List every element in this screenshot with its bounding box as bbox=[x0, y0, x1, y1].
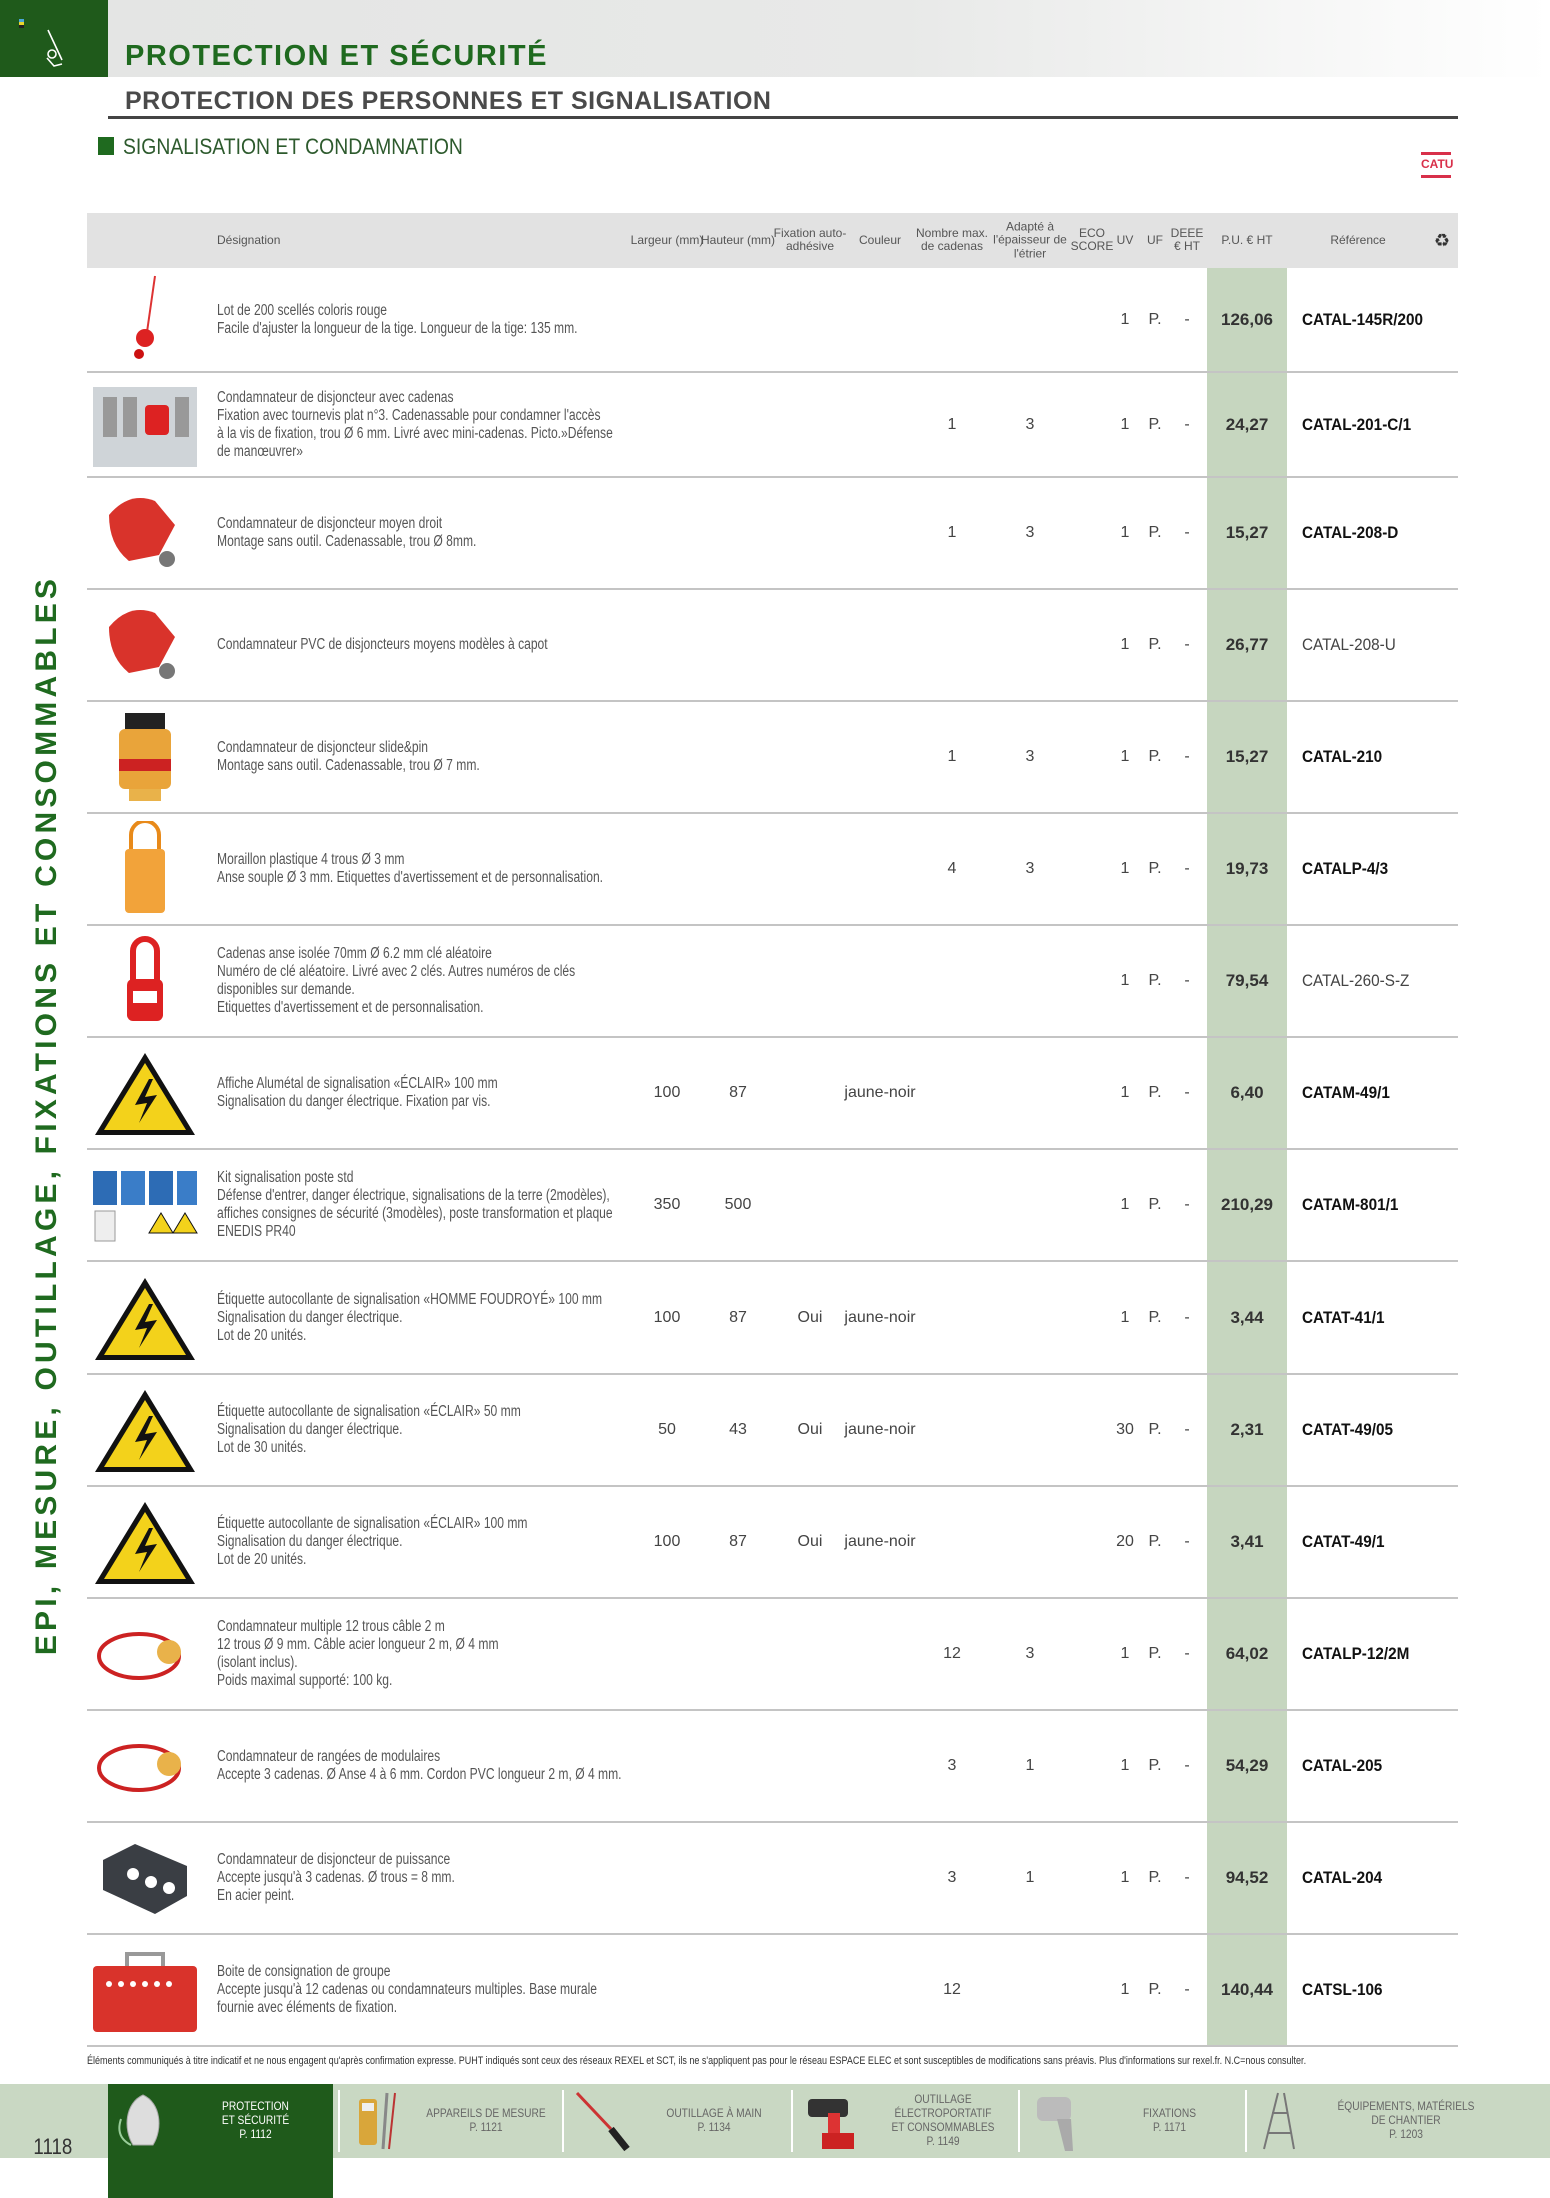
col-uf: UF bbox=[1147, 232, 1163, 247]
cell-uf: P. bbox=[1148, 972, 1162, 989]
col-largeur: Largeur (mm) bbox=[630, 232, 704, 247]
cell-pu: 126,06 bbox=[1221, 309, 1273, 329]
cable-lockout-product-image bbox=[89, 1606, 201, 1702]
cell-uv: 1 bbox=[1120, 524, 1130, 541]
cell-uv: 1 bbox=[1120, 860, 1130, 877]
cell-reference[interactable]: CATAM-801/1 bbox=[1302, 1195, 1399, 1214]
steel-lockout-product-image bbox=[89, 1830, 201, 1926]
cell-deee: - bbox=[1184, 1196, 1190, 1213]
cell-pu: 15,27 bbox=[1225, 523, 1269, 542]
cell-uv: 1 bbox=[1120, 310, 1130, 328]
product-description bbox=[217, 302, 578, 338]
cell-deee: - bbox=[1184, 972, 1190, 989]
catu-logo: CATU bbox=[1421, 152, 1451, 178]
product-description bbox=[217, 389, 613, 461]
warning-sign-product-image bbox=[89, 1045, 201, 1141]
product-detail-line: Montage sans outil. Cadenassable, trou Ø 7 mm. bbox=[217, 757, 480, 774]
cell-largeur: 100 bbox=[653, 1084, 681, 1101]
product-name: Condamnateur de disjoncteur moyen droit bbox=[217, 515, 443, 532]
red-lockout-product-image bbox=[89, 597, 201, 693]
product-name: Étiquette autocollante de signalisation «ÉCLAIR» 100 mm bbox=[217, 1515, 528, 1532]
cell-uf: P. bbox=[1148, 636, 1162, 653]
table-row bbox=[87, 268, 1458, 373]
product-description bbox=[217, 515, 476, 551]
cell-nb-cadenas: 1 bbox=[947, 524, 957, 541]
section-marker bbox=[98, 137, 114, 155]
cell-uv: 1 bbox=[1120, 1084, 1130, 1101]
chapter-nav-item[interactable] bbox=[108, 2084, 333, 2158]
cell-deee: - bbox=[1184, 1757, 1190, 1774]
product-name: Condamnateur multiple 12 trous câble 2 m bbox=[217, 1618, 445, 1635]
nav-separator bbox=[791, 2090, 793, 2152]
product-detail-line: disponibles sur demande. bbox=[217, 981, 355, 998]
cell-reference[interactable]: CATALP-12/2M bbox=[1302, 1644, 1410, 1663]
product-detail-line: Fixation avec tournevis plat n°3. Cadenassable pour condamner l'accès bbox=[217, 406, 601, 424]
cell-uf: P. bbox=[1148, 1533, 1162, 1550]
mask-icon bbox=[108, 2086, 178, 2156]
cell-nb-cadenas: 1 bbox=[947, 748, 957, 765]
cell-deee: - bbox=[1184, 860, 1190, 877]
product-description bbox=[217, 1075, 498, 1111]
product-detail-line: Accepte 3 cadenas. Ø Anse 4 à 6 mm. Cordon PVC longueur 2 m, Ø 4 mm. bbox=[217, 1766, 622, 1783]
col-eco-score: ECO SCORE bbox=[1070, 225, 1114, 254]
cell-couleur: jaune-noir bbox=[844, 1084, 916, 1101]
cell-reference[interactable]: CATAL-260-S-Z bbox=[1302, 971, 1410, 990]
category-badge bbox=[0, 0, 108, 77]
table-row bbox=[87, 1262, 1458, 1375]
cell-hauteur: 43 bbox=[729, 1421, 747, 1438]
cell-uv: 1 bbox=[1120, 636, 1130, 653]
nav-separator bbox=[562, 2090, 564, 2152]
product-description bbox=[217, 1748, 622, 1784]
cell-pu: 19,73 bbox=[1225, 859, 1269, 878]
col-deee: DEEE € HT bbox=[1170, 225, 1204, 254]
cell-largeur: 50 bbox=[658, 1421, 676, 1438]
col-adapte: Adapté à l'épaisseur de l'étrier bbox=[993, 218, 1067, 261]
product-description bbox=[217, 1291, 602, 1345]
cell-deee: - bbox=[1184, 310, 1190, 328]
cell-pu: 24,27 bbox=[1225, 414, 1269, 434]
product-detail-line: Accepte jusqu'à 3 cadenas. Ø trous = 8 mm. bbox=[217, 1869, 455, 1886]
product-name: Moraillon plastique 4 trous Ø 3 mm bbox=[217, 851, 405, 868]
cell-reference[interactable]: CATAL-208-D bbox=[1302, 523, 1399, 542]
table-row bbox=[87, 702, 1458, 814]
cell-uf: P. bbox=[1148, 310, 1162, 328]
cell-pu: 6,40 bbox=[1230, 1083, 1264, 1102]
cell-deee: - bbox=[1184, 415, 1190, 433]
cell-pu: 210,29 bbox=[1221, 1195, 1273, 1214]
product-detail-line: Etiquettes d'avertissement et de personnalisation. bbox=[217, 999, 484, 1016]
tools-icon bbox=[44, 28, 66, 68]
table-row bbox=[87, 590, 1458, 702]
product-name: Cadenas anse isolée 70mm Ø 6.2 mm clé aléatoire bbox=[217, 945, 492, 962]
col-fixation: Fixation auto- adhésive bbox=[773, 225, 847, 254]
cell-uv: 1 bbox=[1120, 1981, 1130, 1998]
sign-kit-product-image bbox=[89, 1157, 201, 1253]
cell-adapte: 3 bbox=[1025, 415, 1035, 433]
cell-uf: P. bbox=[1148, 1869, 1162, 1886]
product-description bbox=[217, 851, 603, 887]
cell-reference[interactable]: CATSL-106 bbox=[1302, 1980, 1383, 1999]
product-detail-line: Lot de 20 unités. bbox=[217, 1326, 307, 1344]
padlock-product-image bbox=[89, 933, 201, 1029]
product-detail-line: (isolant inclus). bbox=[217, 1654, 298, 1671]
warning-sign-product-image bbox=[89, 1270, 201, 1366]
cell-nb-cadenas: 1 bbox=[947, 415, 957, 433]
nav-separator bbox=[338, 2090, 340, 2152]
cell-uf: P. bbox=[1148, 1308, 1162, 1326]
cell-deee: - bbox=[1184, 1533, 1190, 1550]
chapter-nav-item[interactable] bbox=[1251, 2084, 1491, 2158]
product-detail-line: Signalisation du danger électrique. Fixation par vis. bbox=[217, 1093, 491, 1110]
cell-deee: - bbox=[1184, 1869, 1190, 1886]
product-detail-line: ENEDIS PR40 bbox=[217, 1223, 296, 1240]
cell-fixation: Oui bbox=[797, 1421, 823, 1438]
ladder-icon bbox=[1251, 2086, 1321, 2156]
cell-pu: 54,29 bbox=[1225, 1756, 1269, 1775]
cell-deee: - bbox=[1184, 1981, 1190, 1998]
cell-uv: 1 bbox=[1120, 1757, 1130, 1774]
product-name: Condamnateur de rangées de modulaires bbox=[217, 1748, 441, 1765]
col-designation: Désignation bbox=[217, 232, 281, 247]
cell-deee: - bbox=[1184, 636, 1190, 653]
cell-couleur: jaune-noir bbox=[844, 1308, 916, 1326]
cell-uf: P. bbox=[1148, 524, 1162, 541]
cell-largeur: 100 bbox=[653, 1308, 681, 1326]
cell-nb-cadenas: 12 bbox=[943, 1981, 961, 1998]
cell-reference[interactable]: CATAM-49/1 bbox=[1302, 1083, 1390, 1102]
cell-pu: 64,02 bbox=[1225, 1644, 1269, 1663]
cell-reference[interactable]: CATAL-201-C/1 bbox=[1302, 414, 1412, 434]
cell-uf: P. bbox=[1148, 1421, 1162, 1438]
product-detail-line: Facile d'ajuster la longueur de la tige. Longueur de la tige: 135 mm. bbox=[217, 319, 578, 337]
cell-reference[interactable]: CATAL-204 bbox=[1302, 1868, 1383, 1887]
table-row bbox=[87, 1599, 1458, 1711]
cell-deee: - bbox=[1184, 1084, 1190, 1101]
product-detail-line: En acier peint. bbox=[217, 1887, 295, 1904]
col-reference: Référence bbox=[1330, 232, 1386, 247]
cell-reference[interactable]: CATAL-205 bbox=[1302, 1756, 1383, 1775]
product-name: Condamnateur PVC de disjoncteurs moyens modèles à capot bbox=[217, 636, 548, 653]
page-title: PROTECTION ET SÉCURITÉ bbox=[125, 40, 548, 72]
table-row bbox=[87, 1150, 1458, 1262]
red-lockout-product-image bbox=[89, 485, 201, 581]
product-detail-line: à la vis de fixation, trou Ø 6 mm. Livré avec mini-cadenas. Picto.»Défense bbox=[217, 424, 613, 442]
recycle-icon: ♻ bbox=[1433, 230, 1451, 251]
cell-uv: 1 bbox=[1120, 1645, 1130, 1662]
chapter-nav-label: APPAREILS DE MESURE P. 1121 bbox=[426, 2106, 546, 2134]
product-name: Lot de 200 scellés coloris rouge bbox=[217, 301, 388, 319]
breaker-lock-photo-product-image bbox=[89, 377, 201, 473]
chapter-nav-item[interactable] bbox=[1024, 2084, 1245, 2158]
product-description bbox=[217, 636, 548, 654]
table-row bbox=[87, 1823, 1458, 1935]
cell-uf: P. bbox=[1148, 1196, 1162, 1213]
nav-separator bbox=[1018, 2090, 1020, 2152]
cell-adapte: 3 bbox=[1025, 860, 1035, 877]
cell-uv: 1 bbox=[1120, 1308, 1130, 1326]
cell-uv: 1 bbox=[1120, 415, 1130, 433]
cable-lockout-product-image bbox=[89, 1718, 201, 1814]
nav-separator bbox=[1245, 2090, 1247, 2152]
chapter-nav-label: PROTECTION ET SÉCURITÉ P. 1112 bbox=[221, 2099, 290, 2141]
product-description bbox=[217, 1851, 455, 1905]
table-row bbox=[87, 1935, 1458, 2047]
print-marks bbox=[19, 19, 24, 28]
cell-pu: 15,27 bbox=[1225, 747, 1269, 766]
cell-uf: P. bbox=[1148, 1981, 1162, 1998]
cell-pu: 3,41 bbox=[1230, 1532, 1264, 1551]
cell-nb-cadenas: 12 bbox=[943, 1645, 961, 1662]
product-detail-line: fournie avec éléments de fixation. bbox=[217, 1999, 398, 2016]
cell-fixation: Oui bbox=[797, 1308, 823, 1326]
vertical-chapter-title: EPI, MESURE, OUTILLAGE, FIXATIONS ET CONSOMMABLES bbox=[30, 574, 63, 1656]
table-row bbox=[87, 926, 1458, 1038]
cell-uv: 1 bbox=[1120, 1869, 1130, 1886]
cell-adapte: 1 bbox=[1025, 1869, 1035, 1886]
product-detail-line: Signalisation du danger électrique. bbox=[217, 1308, 403, 1326]
fixing-icon bbox=[1024, 2086, 1094, 2156]
cell-pu: 26,77 bbox=[1225, 635, 1269, 654]
table-header bbox=[87, 213, 1458, 268]
cell-pu: 140,44 bbox=[1221, 1980, 1273, 1999]
cell-uv: 1 bbox=[1120, 972, 1130, 989]
cell-deee: - bbox=[1184, 1421, 1190, 1438]
cell-pu: 94,52 bbox=[1225, 1868, 1269, 1887]
product-name: Condamnateur de disjoncteur slide&pin bbox=[217, 739, 429, 756]
divider bbox=[108, 116, 1458, 119]
product-description bbox=[217, 1403, 521, 1457]
cell-pu: 79,54 bbox=[1225, 971, 1269, 990]
product-detail-line: Signalisation du danger électrique. bbox=[217, 1533, 403, 1550]
cell-adapte: 1 bbox=[1025, 1757, 1035, 1774]
cell-deee: - bbox=[1184, 748, 1190, 765]
cell-nb-cadenas: 3 bbox=[947, 1869, 957, 1886]
page-number: 1118 bbox=[33, 2134, 73, 2159]
cell-pu: 2,31 bbox=[1230, 1420, 1264, 1439]
product-description bbox=[217, 739, 480, 775]
cell-uf: P. bbox=[1148, 748, 1162, 765]
cell-pu: 3,44 bbox=[1230, 1307, 1264, 1327]
product-detail-line: Poids maximal supporté: 100 kg. bbox=[217, 1672, 393, 1689]
table-row bbox=[87, 814, 1458, 926]
product-detail-line: de manœuvrer» bbox=[217, 442, 304, 460]
cell-reference[interactable]: CATAT-41/1 bbox=[1302, 1307, 1385, 1327]
warning-sign-product-image bbox=[89, 1382, 201, 1478]
cell-deee: - bbox=[1184, 524, 1190, 541]
cell-uf: P. bbox=[1148, 1084, 1162, 1101]
cell-reference[interactable]: CATALP-4/3 bbox=[1302, 859, 1389, 878]
cell-uv: 1 bbox=[1120, 1196, 1130, 1213]
cell-reference[interactable]: CATAT-49/1 bbox=[1302, 1532, 1385, 1551]
lock-box-product-image bbox=[89, 1942, 201, 2038]
product-detail-line: Lot de 20 unités. bbox=[217, 1551, 307, 1568]
cell-reference[interactable]: CATAT-49/05 bbox=[1302, 1420, 1393, 1439]
hasp-product-image bbox=[89, 821, 201, 917]
col-hauteur: Hauteur (mm) bbox=[700, 232, 776, 247]
table-row bbox=[87, 478, 1458, 590]
multimeter-icon bbox=[344, 2086, 414, 2156]
cell-couleur: jaune-noir bbox=[844, 1533, 916, 1550]
cell-hauteur: 500 bbox=[724, 1196, 752, 1213]
cell-uf: P. bbox=[1148, 1645, 1162, 1662]
cell-hauteur: 87 bbox=[729, 1084, 747, 1101]
cell-uv: 1 bbox=[1120, 748, 1130, 765]
cell-reference[interactable]: CATAL-145R/200 bbox=[1302, 309, 1424, 329]
section-title: SIGNALISATION ET CONDAMNATION bbox=[123, 134, 463, 159]
slide-pin-product-image bbox=[89, 709, 201, 805]
table-row bbox=[87, 1375, 1458, 1487]
product-name: Boite de consignation de groupe bbox=[217, 1963, 391, 1980]
drill-icon bbox=[797, 2086, 867, 2156]
product-detail-line: Numéro de clé aléatoire. Livré avec 2 clés. Autres numéros de clés bbox=[217, 963, 576, 980]
product-description bbox=[217, 1169, 613, 1241]
cell-nb-cadenas: 3 bbox=[947, 1757, 957, 1774]
cell-deee: - bbox=[1184, 1308, 1190, 1326]
col-pu: P.U. € HT bbox=[1221, 232, 1273, 247]
chapter-nav-label: OUTILLAGE ÉLECTROPORTATIF ET CONSOMMABLES P. 1149 bbox=[891, 2092, 995, 2148]
cell-uv: 20 bbox=[1116, 1533, 1134, 1550]
table-row bbox=[87, 1038, 1458, 1150]
cell-uf: P. bbox=[1148, 415, 1162, 433]
footnote: Éléments communiqués à titre indicatif et ne nous engagent qu'après confirmation expresse. PUHT indiqués sont ceux des réseaux REXEL et SCT, ils ne s'appliquent pas pour le réseau ESPACE ELEC et sont susceptibles de modifications sans préavis. Plus d'informations sur rexel.fr. N.C=nous consulter. bbox=[87, 2055, 1307, 2067]
chapter-nav-item[interactable] bbox=[797, 2084, 1019, 2158]
product-name: Étiquette autocollante de signalisation «HOMME FOUDROYÉ» 100 mm bbox=[217, 1290, 603, 1308]
cell-hauteur: 87 bbox=[729, 1533, 747, 1550]
product-description bbox=[217, 1963, 597, 2017]
cell-adapte: 3 bbox=[1025, 1645, 1035, 1662]
chapter-nav-item[interactable] bbox=[568, 2084, 790, 2158]
product-name: Condamnateur de disjoncteur avec cadenas bbox=[217, 388, 454, 406]
product-detail-line: Anse souple Ø 3 mm. Etiquettes d'avertissement et de personnalisation. bbox=[217, 869, 604, 886]
product-description bbox=[217, 1618, 499, 1690]
cell-adapte: 3 bbox=[1025, 748, 1035, 765]
cell-uv: 30 bbox=[1116, 1421, 1134, 1438]
chapter-nav-label: FIXATIONS P. 1171 bbox=[1142, 2106, 1197, 2134]
product-detail-line: Signalisation du danger électrique. bbox=[217, 1421, 403, 1438]
product-detail-line: Lot de 30 unités. bbox=[217, 1439, 307, 1456]
col-uv: UV bbox=[1116, 232, 1134, 247]
col-nb-cadenas: Nombre max. de cadenas bbox=[915, 225, 989, 254]
cell-deee: - bbox=[1184, 1645, 1190, 1662]
table-row bbox=[87, 1487, 1458, 1599]
product-name: Affiche Alumétal de signalisation «ÉCLAIR» 100 mm bbox=[217, 1075, 498, 1092]
cell-nb-cadenas: 4 bbox=[947, 860, 957, 877]
col-couleur: Couleur bbox=[858, 232, 902, 247]
red-seal-product-image bbox=[89, 272, 201, 368]
cell-reference[interactable]: CATAL-208-U bbox=[1302, 635, 1396, 654]
warning-sign-product-image bbox=[89, 1494, 201, 1590]
page-subtitle: PROTECTION DES PERSONNES ET SIGNALISATION bbox=[125, 87, 772, 115]
cell-reference[interactable]: CATAL-210 bbox=[1302, 747, 1383, 766]
product-detail-line: affiches consignes de sécurité (3modèles), poste transformation et plaque bbox=[217, 1205, 613, 1222]
product-detail-line: Montage sans outil. Cadenassable, trou Ø 8mm. bbox=[217, 533, 477, 550]
cell-couleur: jaune-noir bbox=[844, 1421, 916, 1438]
cell-uf: P. bbox=[1148, 860, 1162, 877]
cell-hauteur: 87 bbox=[729, 1308, 747, 1326]
cell-fixation: Oui bbox=[797, 1533, 823, 1550]
product-detail-line: Défense d'entrer, danger électrique, signalisations de la terre (2modèles), bbox=[217, 1187, 610, 1204]
product-description bbox=[217, 945, 575, 1017]
screwdriver-icon bbox=[568, 2086, 638, 2156]
cell-largeur: 100 bbox=[653, 1533, 681, 1550]
cell-uf: P. bbox=[1148, 1757, 1162, 1774]
chapter-nav-label: OUTILLAGE À MAIN P. 1134 bbox=[666, 2106, 762, 2134]
table-row bbox=[87, 1711, 1458, 1823]
chapter-nav-label: ÉQUIPEMENTS, MATÉRIELS DE CHANTIER P. 1203 bbox=[1337, 2099, 1475, 2141]
chapter-nav-item[interactable] bbox=[344, 2084, 558, 2158]
table-row bbox=[87, 373, 1458, 478]
product-detail-line: Accepte jusqu'à 12 cadenas ou condamnateurs multiples. Base murale bbox=[217, 1981, 598, 1998]
product-description bbox=[217, 1515, 528, 1569]
cell-largeur: 350 bbox=[653, 1196, 681, 1213]
product-name: Étiquette autocollante de signalisation «ÉCLAIR» 50 mm bbox=[217, 1403, 521, 1420]
product-name: Condamnateur de disjoncteur de puissance bbox=[217, 1851, 451, 1868]
product-name: Kit signalisation poste std bbox=[217, 1169, 354, 1186]
cell-adapte: 3 bbox=[1025, 524, 1035, 541]
product-detail-line: 12 trous Ø 9 mm. Câble acier longueur 2 m, Ø 4 mm bbox=[217, 1636, 499, 1653]
